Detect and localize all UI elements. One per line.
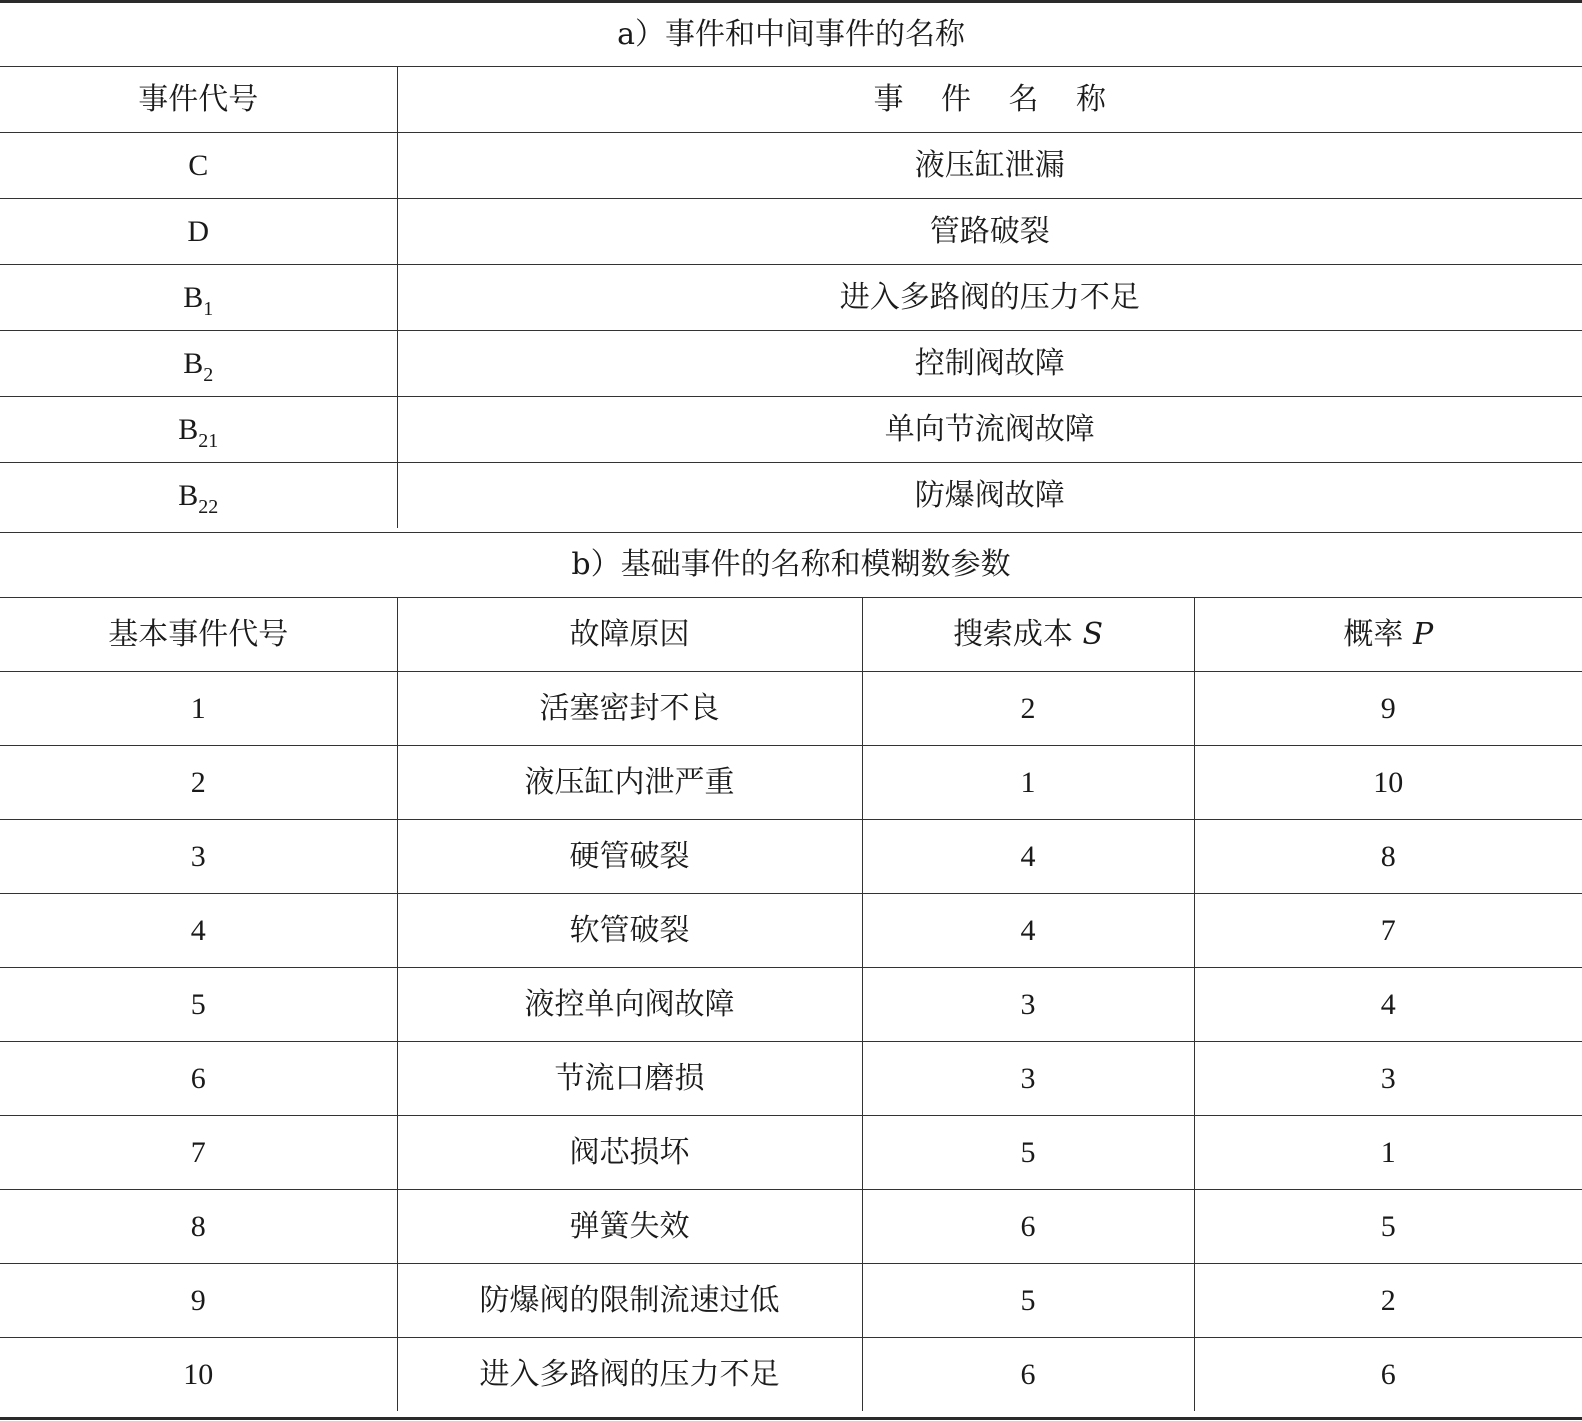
event-code-cell: D: [0, 199, 397, 265]
table-row: [0, 968, 1582, 1042]
probability: 3: [1194, 1042, 1582, 1116]
fault-cause: 节流口磨损: [397, 1042, 862, 1116]
basic-event-code: 1: [0, 672, 397, 746]
event-name-cell: 液压缸泄漏: [397, 133, 1582, 199]
probability: 6: [1194, 1338, 1582, 1412]
basic-event-code: 6: [0, 1042, 397, 1116]
probability: 4: [1194, 968, 1582, 1042]
search-cost: 3: [862, 968, 1194, 1042]
basic-event-code: 2: [0, 746, 397, 820]
search-cost: 5: [862, 1264, 1194, 1338]
table-row: [0, 1116, 1582, 1190]
event-name-cell: 管路破裂: [397, 199, 1582, 265]
probability: 1: [1194, 1116, 1582, 1190]
table-row: [0, 199, 1582, 265]
basic-event-code: 10: [0, 1338, 397, 1412]
table-row: [0, 894, 1582, 968]
basic-event-code: 9: [0, 1264, 397, 1338]
event-code-cell: $B_2$: [0, 331, 397, 397]
prob-symbol: P: [1412, 616, 1434, 652]
event-code-cell: $B_{21}$: [0, 397, 397, 463]
fault-cause: 软管破裂: [397, 894, 862, 968]
table-a-caption: a）事件和中间事件的名称: [617, 16, 965, 52]
table-a-header-row: [0, 67, 1582, 133]
basic-event-code: 3: [0, 820, 397, 894]
search-cost: 4: [862, 820, 1194, 894]
table-b-header-code: 基本事件代号: [0, 598, 397, 672]
bottom-rule: [0, 1417, 1582, 1420]
table-b-header-prob: 概率 P: [1194, 598, 1582, 672]
table-b-caption: b）基础事件的名称和模糊数参数: [0, 533, 1582, 598]
table-row: [0, 331, 1582, 397]
search-cost: 6: [862, 1338, 1194, 1412]
basic-events-table: [0, 532, 1582, 1411]
table-row: [0, 1264, 1582, 1338]
table-row: [0, 746, 1582, 820]
search-cost: 4: [862, 894, 1194, 968]
basic-event-code: 4: [0, 894, 397, 968]
table-row: [0, 820, 1582, 894]
probability: 9: [1194, 672, 1582, 746]
table-row: [0, 133, 1582, 199]
table-b-header-cost: 搜索成本 S: [862, 598, 1194, 672]
table-row: [0, 265, 1582, 331]
search-cost: 2: [862, 672, 1194, 746]
table-a-caption-row: [0, 3, 1582, 67]
event-name-cell: 单向节流阀故障: [397, 397, 1582, 463]
search-cost: 5: [862, 1116, 1194, 1190]
fault-cause: 活塞密封不良: [397, 672, 862, 746]
cost-symbol: S: [1082, 616, 1104, 652]
event-name-cell: 控制阀故障: [397, 331, 1582, 397]
fault-cause: 液控单向阀故障: [397, 968, 862, 1042]
search-cost: 1: [862, 746, 1194, 820]
fault-cause: 阀芯损坏: [397, 1116, 862, 1190]
table-row: [0, 672, 1582, 746]
fault-cause: 弹簧失效: [397, 1190, 862, 1264]
table-b-header-row: [0, 598, 1582, 672]
table-a-header-name: 事 件 名 称: [397, 67, 1582, 133]
basic-event-code: 7: [0, 1116, 397, 1190]
fault-cause: 防爆阀的限制流速过低: [397, 1264, 862, 1338]
table-b-header-cause: 故障原因: [397, 598, 862, 672]
table-b-caption-row: [0, 533, 1582, 598]
probability: 7: [1194, 894, 1582, 968]
probability: 5: [1194, 1190, 1582, 1264]
table-a-header-code: 事件代号: [0, 67, 397, 133]
event-name-cell: 防爆阀故障: [397, 463, 1582, 529]
table-row: [0, 397, 1582, 463]
event-code-cell: $B_{22}$: [0, 463, 397, 529]
table-row: [0, 1338, 1582, 1412]
table-row: [0, 1042, 1582, 1116]
basic-event-code: 8: [0, 1190, 397, 1264]
event-code-cell: $B_1$: [0, 265, 397, 331]
event-code-cell: C: [0, 133, 397, 199]
search-cost: 6: [862, 1190, 1194, 1264]
event-names-table: [0, 3, 1582, 528]
probability: 10: [1194, 746, 1582, 820]
search-cost: 3: [862, 1042, 1194, 1116]
table-row: [0, 1190, 1582, 1264]
basic-event-code: 5: [0, 968, 397, 1042]
table-row: [0, 463, 1582, 529]
fault-cause: 液压缸内泄严重: [397, 746, 862, 820]
probability: 2: [1194, 1264, 1582, 1338]
event-name-cell: 进入多路阀的压力不足: [397, 265, 1582, 331]
fault-cause: 硬管破裂: [397, 820, 862, 894]
probability: 8: [1194, 820, 1582, 894]
fault-cause: 进入多路阀的压力不足: [397, 1338, 862, 1412]
